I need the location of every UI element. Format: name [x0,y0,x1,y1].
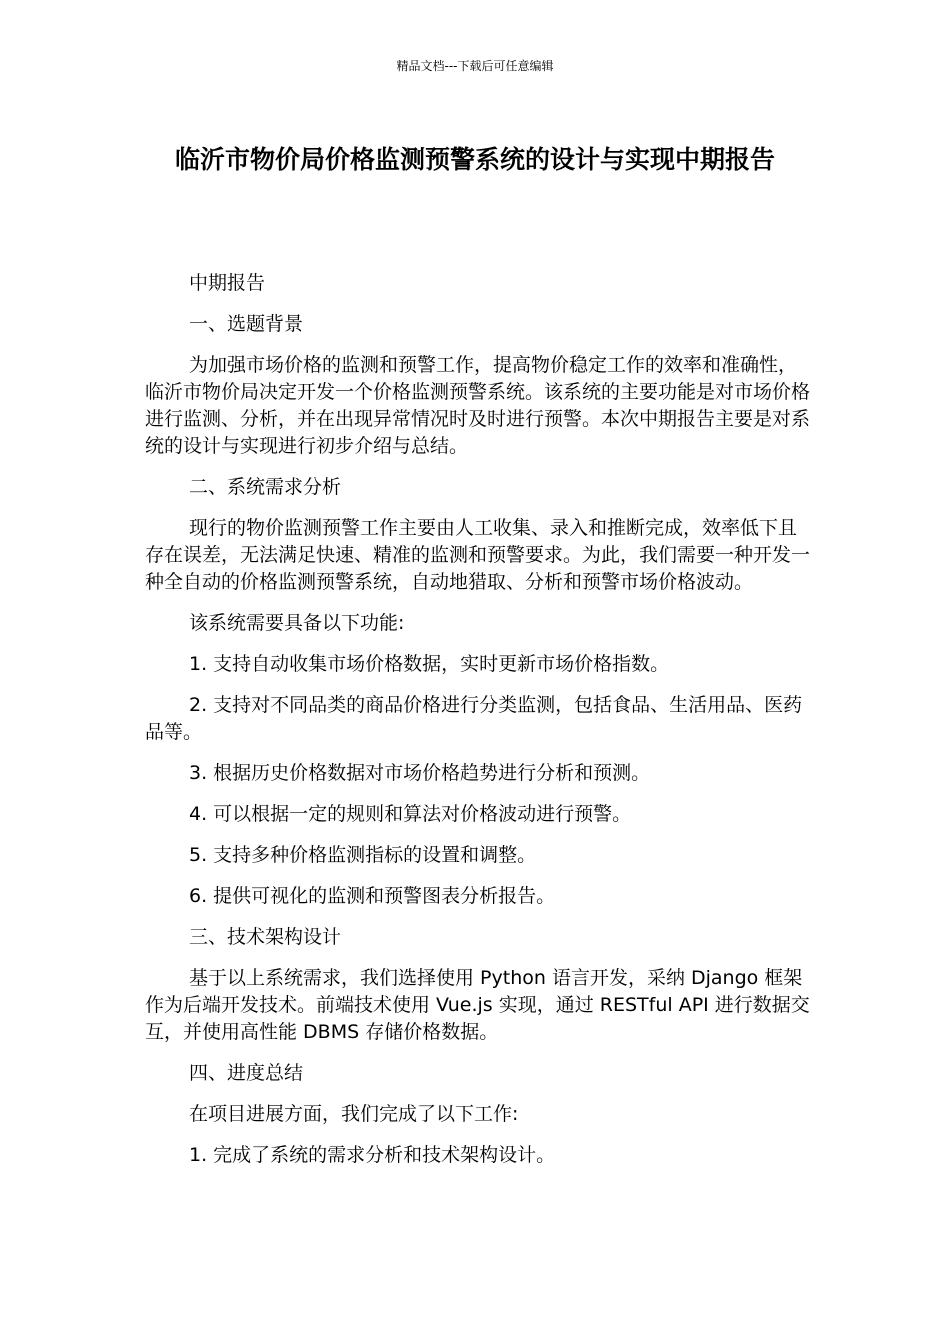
document-body [145,270,815,1183]
list-item: 2. 支持对不同品类的商品价格进行分类监测，包括食品、生活用品、医药品等。 [145,694,803,743]
list-item: 5. 支持多种价格监测指标的设置和调整。 [189,844,537,866]
body-paragraph: 在项目进展方面，我们完成了以下工作: [189,1103,519,1125]
list-item: 1. 支持自动收集市场价格数据，实时更新市场价格指数。 [189,653,670,675]
list-item: 1. 完成了系统的需求分析和技术架构设计。 [189,1144,556,1166]
section-heading: 三、技术架构设计 [189,926,342,948]
body-paragraph: 现行的物价监测预警工作主要由人工收集、录入和推断完成，效率低下且存在误差，无法满足快速、精准的监测和预警要求。为此，我们需要一种开发一种全自动的价格监测预警系统，自动地猎取、分析和预警市场价格波动。 [145,517,811,593]
body-paragraph: 为加强市场价格的监测和预警工作，提高物价稳定工作的效率和准确性，临沂市物价局决定开发一个价格监测预警系统。该系统的主要功能是对市场价格进行监测、分析，并在出现异常情况时及时进行预警。本次中期报告主要是对系统的设计与实现进行初步介绍与总结。 [145,354,811,457]
section-label: 中期报告 [189,272,266,294]
document-title: 临沂市物价局价格监测预警系统的设计与实现中期报告 [174,145,775,174]
list-item: 4. 可以根据一定的规则和算法对价格波动进行预警。 [189,803,632,825]
section-heading: 四、进度总结 [189,1062,304,1084]
list-item: 3. 根据历史价格数据对市场价格趋势进行分析和预测。 [189,762,651,784]
section-heading: 二、系统需求分析 [189,476,342,498]
body-paragraph: 该系统需要具备以下功能: [189,612,405,634]
section-heading: 一、选题背景 [189,313,304,335]
body-paragraph: 基于以上系统需求，我们选择使用 Python 语言开发，采纳 Django 框架作为后端开发技术。前端技术使用 Vue.js 实现，通过 RESTful API 进行数据交互，并使用高性能 DBMS 存储价格数据。 [145,967,810,1043]
page-header: 精品文档---下载后可任意编辑 [396,59,554,73]
list-item: 6. 提供可视化的监测和预警图表分析报告。 [189,885,556,907]
